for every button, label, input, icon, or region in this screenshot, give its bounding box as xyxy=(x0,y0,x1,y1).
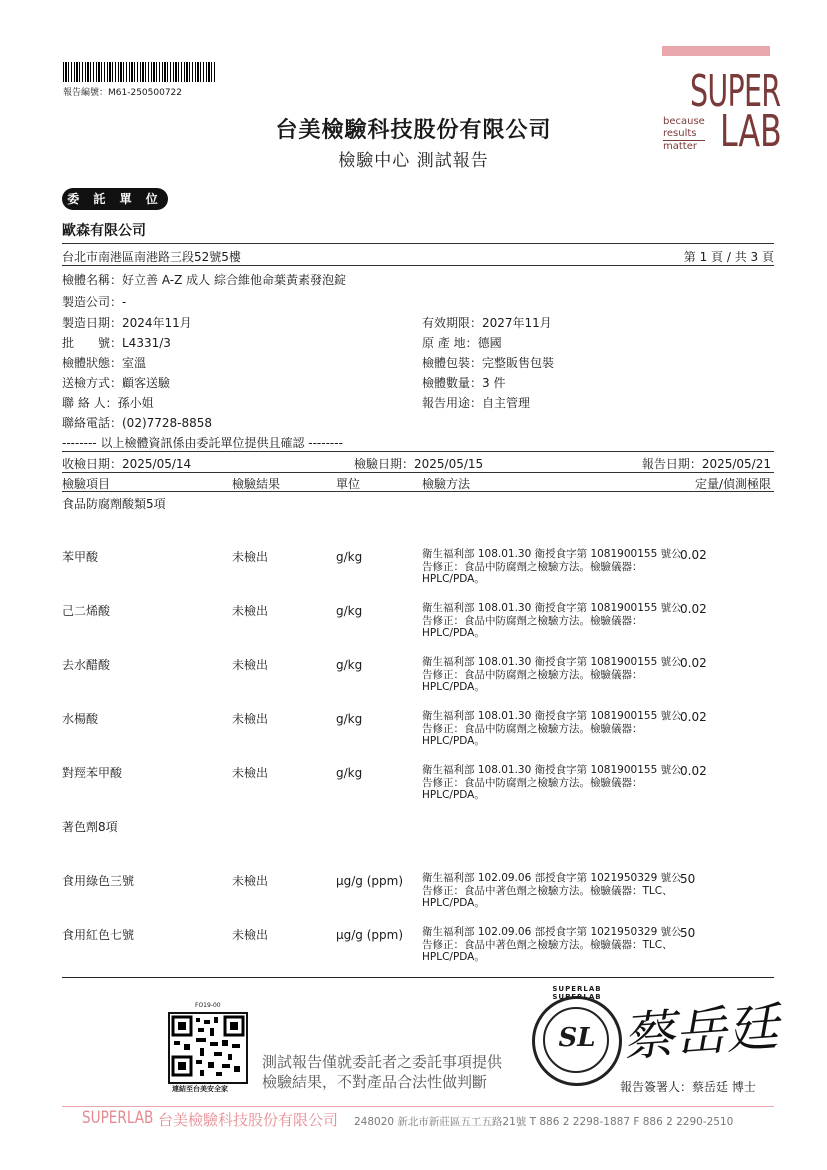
row-method: 衛生福利部 108.01.30 衛授食字第 1081900155 號公告修正：食品中防腐劑之檢驗方法。檢驗儀器：HPLC/PDA。 xyxy=(422,548,682,585)
divider xyxy=(62,472,774,473)
row-unit: g/kg xyxy=(336,658,363,672)
sample-name: 檢體名稱：好立善 A-Z 成人 綜合維他命葉黃素發泡錠 xyxy=(62,273,346,287)
sample-mfg-date: 製造日期：2024年11月 xyxy=(62,316,192,330)
row-method: 衛生福利部 102.09.06 部授食字第 1021950329 號公告修正：食品中著色劑之檢驗方法。檢驗儀器：TLC、HPLC/PDA。 xyxy=(422,926,682,963)
col-header-method: 檢驗方法 xyxy=(422,477,471,491)
row-unit: μg/g (ppm) xyxy=(336,928,404,942)
sample-expiry: 有效期限：2027年11月 xyxy=(422,316,552,330)
footer-company: 台美檢驗科技股份有限公司 xyxy=(158,1111,339,1129)
row-result: 未檢出 xyxy=(232,550,269,564)
sample-purpose: 報告用途：自主管理 xyxy=(422,396,531,410)
signature: 蔡岳廷 xyxy=(620,997,781,1069)
reported-date: 報告日期：2025/05/21 xyxy=(641,457,771,471)
col-header-item: 檢驗項目 xyxy=(62,477,111,491)
footer-brand: SUPERLAB xyxy=(82,1108,154,1128)
logo-accent-bar xyxy=(662,46,770,56)
row-unit: g/kg xyxy=(336,766,363,780)
group-title: 食品防腐劑酸類5項 xyxy=(62,497,166,511)
report-number: 報告編號：M61-250500722 xyxy=(63,88,182,98)
row-method: 衛生福利部 108.01.30 衛授食字第 1081900155 號公告修正：食品中防腐劑之檢驗方法。檢驗儀器：HPLC/PDA。 xyxy=(422,602,682,639)
row-result: 未檢出 xyxy=(232,928,269,942)
row-unit: g/kg xyxy=(336,550,363,564)
divider xyxy=(62,243,774,244)
divider xyxy=(62,451,774,452)
row-result: 未檢出 xyxy=(232,874,269,888)
row-unit: g/kg xyxy=(336,712,363,726)
row-limit: 50 xyxy=(680,926,696,940)
row-item: 食用綠色三號 xyxy=(62,874,135,888)
logo-tag-line: results xyxy=(663,128,697,139)
group-title: 著色劑8項 xyxy=(62,820,118,834)
row-unit: g/kg xyxy=(336,604,363,618)
sample-contact: 聯 絡 人：孫小姐 xyxy=(62,396,154,410)
report-subtitle: 檢驗中心 測試報告 xyxy=(338,151,489,171)
sample-phone: 聯絡電話：(02)7728-8858 xyxy=(62,416,213,430)
page-indicator: 第 1 頁 / 共 3 頁 xyxy=(683,250,774,264)
seal-mark: SL xyxy=(558,1023,596,1053)
row-item: 水楊酸 xyxy=(62,712,99,726)
received-date: 收檢日期：2025/05/14 xyxy=(62,457,192,471)
footer-divider xyxy=(62,1106,774,1107)
logo-tag-line: because xyxy=(663,116,705,127)
row-method: 衛生福利部 108.01.30 衛授食字第 1081900155 號公告修正：食品中防腐劑之檢驗方法。檢驗儀器：HPLC/PDA。 xyxy=(422,710,682,747)
sample-note: -------- 以上檢體資訊係由委託單位提供且確認 -------- xyxy=(62,436,343,450)
row-result: 未檢出 xyxy=(232,766,269,780)
row-item: 去水醋酸 xyxy=(62,658,111,672)
row-limit: 0.02 xyxy=(680,710,707,724)
col-header-limit: 定量/偵測極限 xyxy=(694,477,771,491)
col-header-result: 檢驗結果 xyxy=(232,477,281,491)
disclaimer-line-1: 測試報告僅就委託者之委託事項提供 xyxy=(262,1053,503,1071)
client-address: 台北市南港區南港路三段52號5樓 xyxy=(62,250,241,264)
sample-delivery: 送檢方式：顧客送驗 xyxy=(62,376,171,390)
row-item: 對羥苯甲酸 xyxy=(62,766,123,780)
row-result: 未檢出 xyxy=(232,658,269,672)
client-section-label: 委 託 單 位 xyxy=(62,188,168,210)
row-method: 衛生福利部 102.09.06 部授食字第 1021950329 號公告修正：食品中著色劑之檢驗方法。檢驗儀器：TLC、HPLC/PDA。 xyxy=(422,872,682,909)
row-limit: 0.02 xyxy=(680,656,707,670)
sample-state: 檢體狀態：室溫 xyxy=(62,356,147,370)
row-item: 苯甲酸 xyxy=(62,550,99,564)
logo-tag-line: matter xyxy=(663,140,705,153)
row-limit: 0.02 xyxy=(680,602,707,616)
qr-form-code: FO19-00 xyxy=(195,1002,221,1009)
divider xyxy=(62,265,774,266)
barcode xyxy=(63,62,215,82)
row-item: 己二烯酸 xyxy=(62,604,111,618)
qr-code-icon[interactable] xyxy=(168,1012,248,1084)
seal-ring-text: SUPERLAB SUPERLAB xyxy=(552,985,602,1001)
divider xyxy=(62,491,774,492)
col-header-unit: 單位 xyxy=(336,477,361,491)
sample-batch: 批 號：L4331/3 xyxy=(62,336,171,350)
row-unit: μg/g (ppm) xyxy=(336,874,404,888)
lab-seal-icon xyxy=(532,985,622,1086)
signer-label: 報告簽署人：蔡岳廷 博士 xyxy=(620,1080,756,1094)
client-name: 歐森有限公司 xyxy=(62,223,146,239)
row-result: 未檢出 xyxy=(232,604,269,618)
sample-package: 檢體包裝：完整販售包裝 xyxy=(422,356,555,370)
row-limit: 50 xyxy=(680,872,696,886)
row-limit: 0.02 xyxy=(680,764,707,778)
table-end-divider xyxy=(62,977,774,978)
disclaimer-line-2: 檢驗結果，不對產品合法性做判斷 xyxy=(262,1073,488,1091)
logo-lab: LAB xyxy=(720,106,782,157)
row-result: 未檢出 xyxy=(232,712,269,726)
row-method: 衛生福利部 108.01.30 衛授食字第 1081900155 號公告修正：食品中防腐劑之檢驗方法。檢驗儀器：HPLC/PDA。 xyxy=(422,656,682,693)
row-item: 食用紅色七號 xyxy=(62,928,135,942)
company-title: 台美檢驗科技股份有限公司 xyxy=(275,118,552,143)
logo-super: SUPER xyxy=(690,66,781,117)
tested-date: 檢驗日期：2025/05/15 xyxy=(354,457,484,471)
sample-quantity: 檢體數量：3 件 xyxy=(422,376,506,390)
sample-maker: 製造公司：- xyxy=(62,295,127,309)
sample-origin: 原 產 地：德國 xyxy=(422,336,502,350)
qr-pattern xyxy=(170,1014,246,1082)
row-method: 衛生福利部 108.01.30 衛授食字第 1081900155 號公告修正：食品中防腐劑之檢驗方法。檢驗儀器：HPLC/PDA。 xyxy=(422,764,682,801)
row-limit: 0.02 xyxy=(680,548,707,562)
footer-address: 248020 新北市新莊區五工五路21號 T 886 2 2298-1887 F 886 2 2290-2510 xyxy=(354,1116,734,1128)
qr-caption: 連結至台美安全家 xyxy=(172,1085,228,1093)
